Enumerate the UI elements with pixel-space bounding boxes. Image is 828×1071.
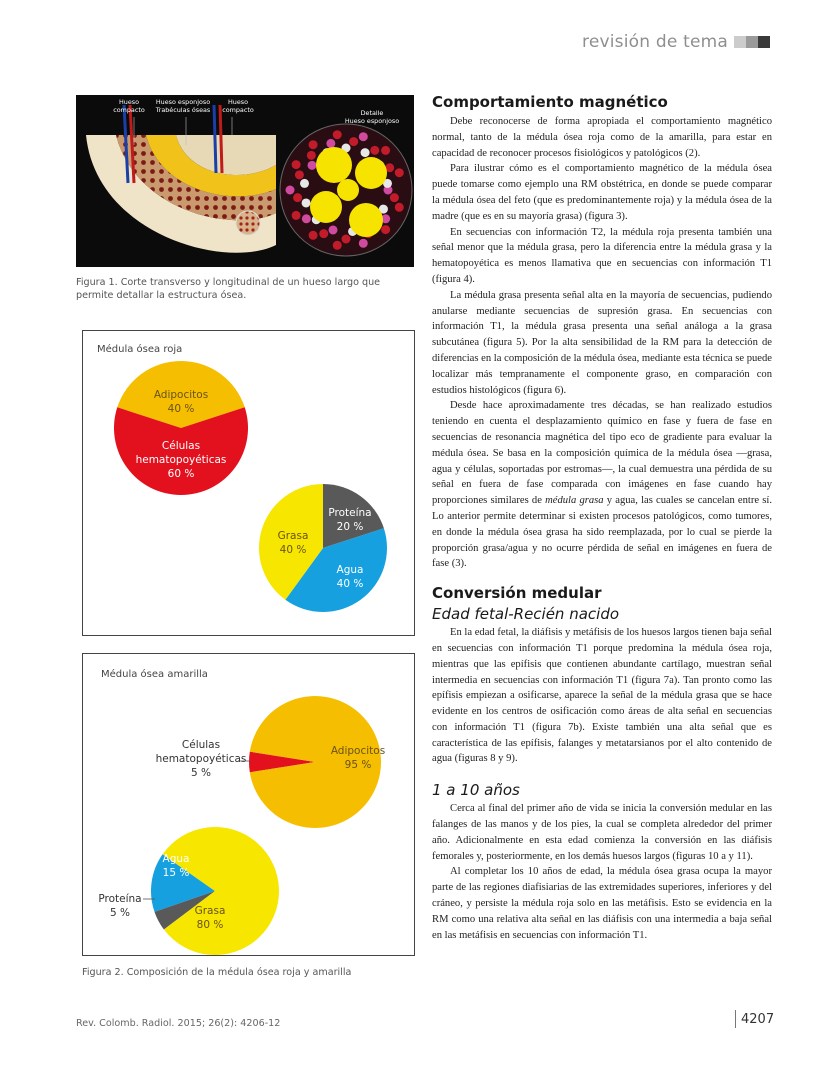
header-bar-dark bbox=[758, 36, 770, 48]
pie-label-celulas: 60 % bbox=[167, 468, 195, 480]
header-bar-light bbox=[734, 36, 746, 48]
body-paragraph: Al completar los 10 años de edad, la médula ósea grasa ocupa la mayor parte de las regiones diafisiarias de las extremidades superiores, inferiores y del cráneo, y persiste la médula roja solo en las metáfisis. Esto se evidencia en la RM como una relativa alta señal en las diáfisis con una intermedia a baja señal en las metáfisis en secuencias con información T1. bbox=[432, 866, 772, 941]
label-compact-bone-right: Hueso bbox=[227, 98, 249, 106]
figure-1-bone-illustration bbox=[76, 95, 414, 267]
marrow-cell bbox=[333, 241, 342, 250]
marrow-cell bbox=[361, 148, 370, 157]
label-detail-spongy: Hueso esponjoso bbox=[344, 117, 400, 125]
pie-label-proteina: 5 % bbox=[110, 907, 130, 919]
subsection-heading: Edad fetal-Recién nacido bbox=[432, 605, 620, 624]
marrow-cell bbox=[381, 225, 390, 234]
marrow-cell bbox=[333, 130, 342, 139]
pie-label-grasa: 80 % bbox=[196, 919, 224, 931]
red-marrow-panel bbox=[82, 330, 415, 636]
body-paragraph: En la edad fetal, la diáfisis y metáfisis de los huesos largos tienen baja señal en secuencias con información T1 porque predomina la médula ósea roja, mientras que las epífisis que contienen abundante cartílago, muestran señal intermedia en secuencias con información T1 (figura 7a). Tan pronto como las epífisis empiezan a osificarse, aparece la señal de la médula grasa que se hace evidente en los centros de osificación como áreas de alta señal en secuencias con información T1 (figura 7b). Existe también una alta señal que es característica de las epífisis, falanges y metatarsianos por el alto contenido de agua (figuras 8 y 9). bbox=[432, 627, 772, 765]
pie-label-agua: 40 % bbox=[336, 578, 364, 590]
marrow-cell bbox=[302, 214, 311, 223]
subsection-heading: 1 a 10 años bbox=[432, 781, 520, 800]
body-paragraph: La médula grasa presenta señal alta en la mayoría de secuencias, pudiendo anularse mediante secuencias de supresión grasa. En secuencias con información T1, la médula grasa presenta una señal análoga a la grasa subcutánea (figura 5). Por la alta sensibilidad de la RM para la detección de diferencias en la composición de la médula ósea, mediante esta técnica se puede localizar más tempranamente el componente graso, en comparación con estudios histológicos (figura 6). bbox=[432, 289, 772, 396]
yellow-marrow-panel bbox=[82, 653, 415, 956]
pie-label-grasa: 40 % bbox=[279, 544, 307, 556]
body-paragraph: Para ilustrar cómo es el comportamiento magnético de la médula ósea puede tomarse como ejemplo una RM obstétrica, en donde se puede comparar la médula ósea del feto (que es predominantemente roja) y la médula ósea de la madre (que es en su mayoría grasa) (figura 3). bbox=[432, 163, 772, 222]
section-heading: Comportamiento magnético bbox=[432, 93, 668, 111]
pie-label-proteina: 20 % bbox=[336, 521, 364, 533]
marrow-cell bbox=[309, 140, 318, 149]
pie-label-celulas: Células bbox=[161, 440, 201, 452]
pie-label-celulas: Células bbox=[181, 739, 221, 751]
marrow-cell bbox=[390, 193, 399, 202]
article-column bbox=[432, 93, 772, 943]
label-compact-bone-left: Hueso bbox=[118, 98, 140, 106]
bone-cross-section-drawing bbox=[76, 95, 414, 267]
section-heading: Conversión medular bbox=[432, 584, 602, 603]
label-spongy-bone: Hueso esponjoso bbox=[155, 98, 211, 106]
body-paragraph: Debe reconocerse de forma apropiada el comportamiento magnético normal, tanto de la médula ósea roja como de la amarilla, para estar en capacidad de reconocer procesos fisiológicos y patológicos (2). bbox=[432, 116, 772, 159]
body-paragraph: Desde hace aproximadamente tres décadas, se han realizado estudios teniendo en cuenta el desplazamiento químico en fase y fuera de fase en secuencias de resonancia magnética del tipo eco de gradiente para evaluar la médula ósea. Se basa en la composición química de la médula ósea —grasa, agua y células, soportadas por estromas—, la cual demuestra una pérdida de su señal en fuera de fase comparada con imágenes en fase cuando hay proporciones similares de médula grasa y agua, las cuales se cancelan entre sí. Lo anterior permite determinar si existen procesos patológicos, como tumores, en donde la médula ósea grasa ha sido reemplazada, por lo cual se pierde la proporción grasa/agua y no ocurre pérdida de señal en imágenes en fuera de fase (3). bbox=[432, 400, 772, 570]
pie-label-proteina: Proteína bbox=[98, 893, 142, 905]
marrow-cell bbox=[326, 139, 335, 148]
pie-label-agua: Agua bbox=[336, 564, 364, 576]
yellow-marrow-title: Médula ósea amarilla bbox=[101, 669, 208, 680]
label-compact-bone-left-2: compacto bbox=[113, 106, 145, 114]
marrow-cell bbox=[342, 235, 351, 244]
pie-label-adipocitos: Adipocitos bbox=[153, 389, 209, 401]
pie-label-celulas: hematopoyéticas bbox=[155, 753, 247, 765]
marrow-cell bbox=[295, 170, 304, 179]
pie-label-adipocitos: 40 % bbox=[167, 403, 195, 415]
pie-label-adipocitos: Adipocitos bbox=[330, 745, 386, 757]
marrow-cell bbox=[286, 186, 295, 195]
figure-1-caption: Figura 1. Corte transverso y longitudinal de un hueso largo que permite detallar la estructura ósea. bbox=[76, 277, 381, 301]
marrow-cell bbox=[292, 160, 301, 169]
marrow-cell bbox=[319, 229, 328, 238]
red-marrow-pie-charts bbox=[83, 331, 416, 637]
section-label: revisión de tema bbox=[582, 32, 728, 52]
body-paragraph: Cerca al final del primer año de vida se inicia la conversión medular en las falanges de las manos y de los pies, la cual se completa alrededor del primer año. Adicionalmente en esta edad comienza la conversión en las diáfisis femorales y, posteriormente, en los demás huesos largos (figuras 10 a y 11). bbox=[432, 803, 772, 862]
pie-label-celulas: 5 % bbox=[191, 767, 211, 779]
pie-label-agua: Agua bbox=[162, 853, 190, 865]
marrow-cell bbox=[381, 146, 390, 155]
figure-2-caption: Figura 2. Composición de la médula ósea roja y amarilla bbox=[82, 967, 352, 978]
running-header bbox=[582, 32, 770, 52]
marrow-cell bbox=[395, 168, 404, 177]
pie-label-proteina: Proteína bbox=[328, 507, 372, 519]
marrow-cell bbox=[307, 151, 316, 160]
marrow-cell bbox=[370, 146, 379, 155]
pie-label-celulas: hematopoyéticas bbox=[135, 454, 227, 466]
label-trabeculae: Trabéculas óseas bbox=[155, 106, 211, 114]
marrow-cell bbox=[308, 161, 317, 170]
marrow-cell bbox=[395, 203, 404, 212]
pie-label-agua: 15 % bbox=[162, 867, 190, 879]
emphasis-term: médula grasa bbox=[545, 495, 604, 507]
journal-citation: Rev. Colomb. Radiol. 2015; 26(2): 4206-12 bbox=[76, 1018, 281, 1029]
marrow-cell bbox=[349, 137, 358, 146]
marrow-cell bbox=[293, 193, 302, 202]
footer-divider bbox=[735, 1010, 736, 1028]
pie-label-adipocitos: 95 % bbox=[344, 759, 372, 771]
label-detail: Detalle bbox=[360, 109, 384, 117]
marrow-cell bbox=[359, 132, 368, 141]
header-decoration bbox=[734, 36, 770, 48]
red-marrow-title: Médula ósea roja bbox=[97, 344, 183, 355]
pie-label-grasa: Grasa bbox=[194, 905, 226, 917]
marrow-cell bbox=[359, 239, 368, 248]
marrow-cell bbox=[300, 179, 309, 188]
marrow-cell bbox=[329, 225, 338, 234]
marrow-cell bbox=[292, 211, 301, 220]
page-number: 4207 bbox=[741, 1012, 775, 1027]
label-compact-bone-right-2: compacto bbox=[222, 106, 254, 114]
marrow-cell bbox=[309, 231, 318, 240]
pie-label-grasa: Grasa bbox=[277, 530, 309, 542]
header-bar-medium bbox=[746, 36, 758, 48]
yellow-marrow-pie-charts bbox=[83, 654, 416, 957]
marrow-cell bbox=[302, 198, 311, 207]
body-paragraph: En secuencias con información T2, la médula roja presenta también una señal menor que la médula grasa, pero la diferencia entre la médula grasa y la hematopoyética es menos llamativa que en secuencias con información T1 (figura 4). bbox=[432, 226, 772, 285]
